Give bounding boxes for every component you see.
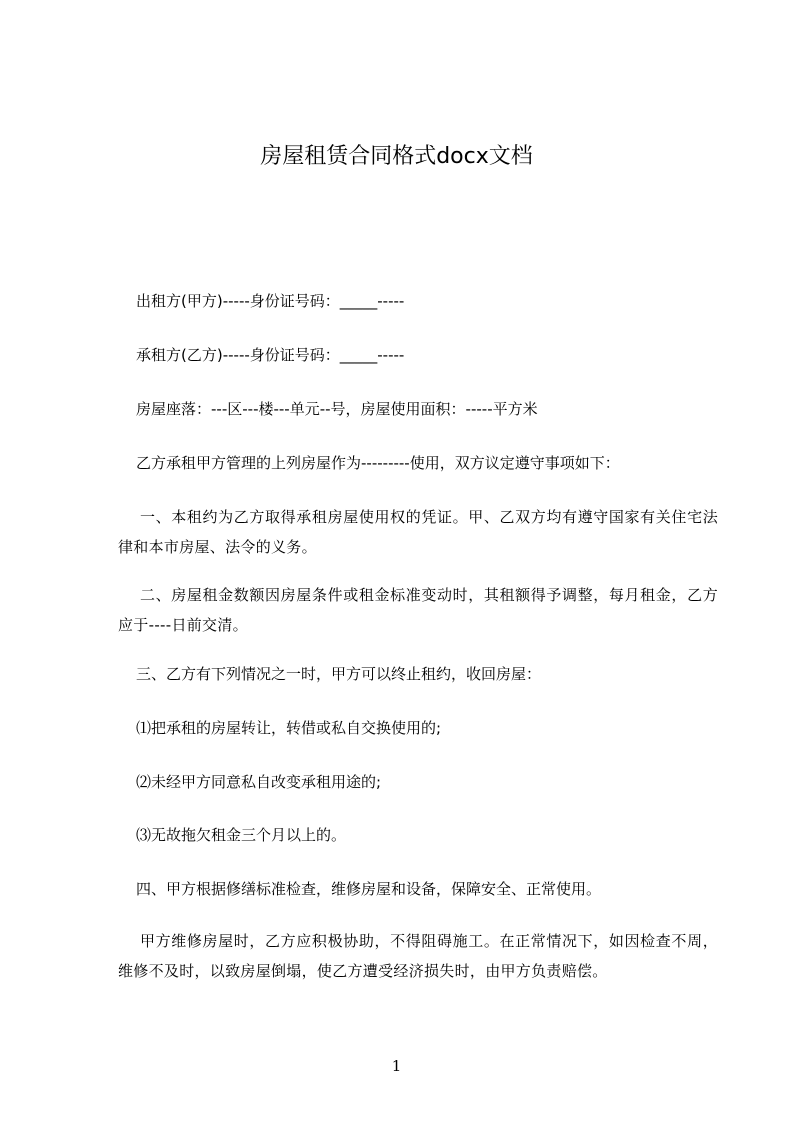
usage-agreement-line: 乙方承租甲方管理的上列房屋作为---------使用，双方议定遵守事项如下：: [136, 454, 620, 472]
lessor-line: 出租方(甲方)-----身份证号码：_____-----: [136, 292, 405, 310]
termination-item-3: ⑶无故拖欠租金三个月以上的。: [136, 826, 347, 844]
lessee-line: 承租方(乙方)-----身份证号码：_____-----: [136, 346, 405, 364]
termination-item-1: ⑴把承租的房屋转让，转借或私自交换使用的;: [136, 719, 442, 737]
clause-4-detail: 甲方维修房屋时，乙方应积极协助，不得阻碍施工。在正常情况下，如因检查不周，维修不及时，以致房屋倒塌，使乙方遭受经济损失时，由甲方负责赔偿。: [118, 932, 718, 980]
property-location-line: 房屋座落：---区---楼---单元--号，房屋使用面积：-----平方米: [136, 400, 538, 418]
termination-item-2: ⑵未经甲方同意私自改变承租用途的;: [136, 773, 382, 791]
clause-3: 三、乙方有下列情况之一时，甲方可以终止租约，收回房屋：: [136, 665, 542, 683]
page-number: 1: [391, 1057, 402, 1075]
clause-1: 一、本租约为乙方取得承租房屋使用权的凭证。甲、乙双方均有遵守国家有关住宅法律和本市房屋、法令的义务。: [118, 508, 718, 556]
clause-2: 二、房屋租金数额因房屋条件或租金标准变动时，其租额得予调整，每月租金，乙方应于----日前交清。: [118, 586, 718, 634]
document-title: 房屋租赁合同格式docx文档: [260, 144, 533, 169]
clause-4: 四、甲方根据修缮标准检查，维修房屋和设备，保障安全、正常使用。: [136, 880, 602, 898]
